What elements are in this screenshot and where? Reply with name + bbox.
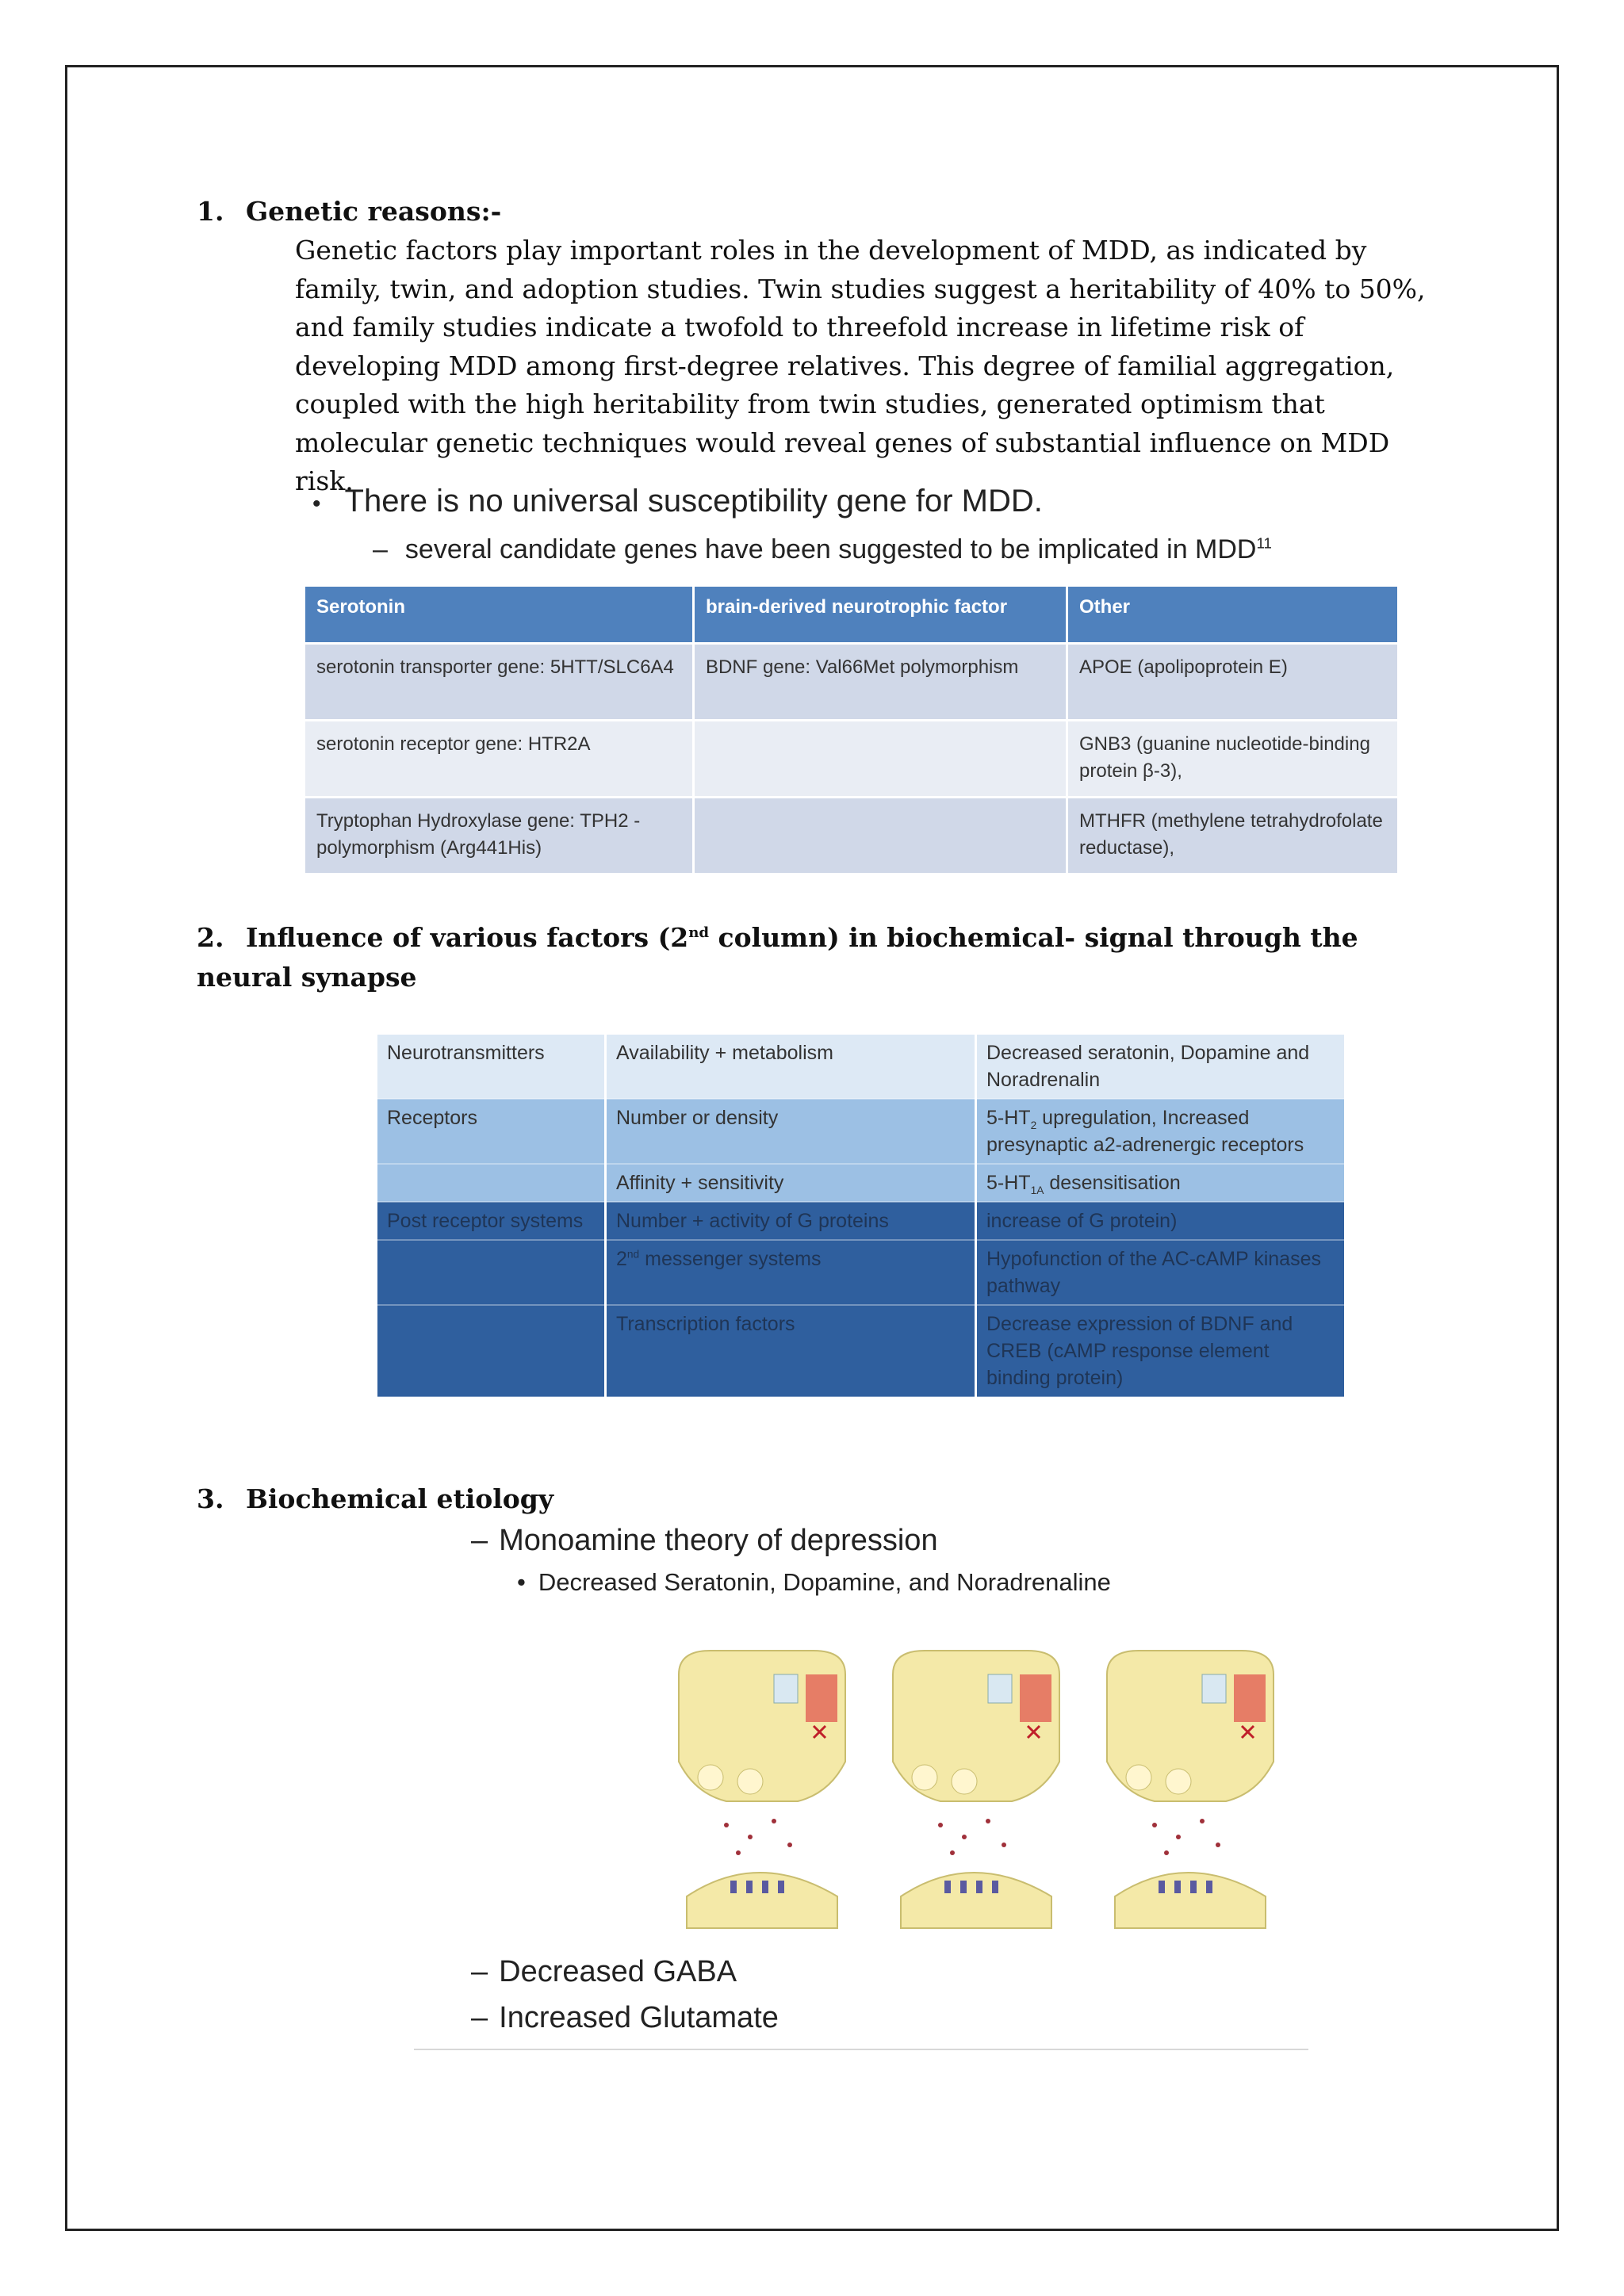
table-row	[377, 1164, 1346, 1202]
section-title-part: column) in biochemical- signal through the neural synapse	[197, 922, 1358, 993]
table-cell: Availability + metabolism	[606, 1035, 976, 1099]
section-title: Genetic reasons:-	[246, 196, 502, 227]
monoamine-synapse-diagram	[663, 1643, 1313, 1944]
table-cell	[377, 1164, 606, 1202]
bullet-dot-icon: •	[312, 491, 321, 517]
table-header-cell: Other	[1067, 587, 1399, 644]
sub-bullet-text: several candidate genes have been suggested to be implicated in MDD	[404, 534, 1257, 564]
table-cell	[694, 721, 1067, 798]
table-cell: Decrease expression of BDNF and CREB (cAMP response element binding protein)	[976, 1305, 1346, 1397]
table-cell	[976, 1099, 1346, 1164]
table-cell: Decreased seratonin, Dopamine and Noradrenalin	[976, 1035, 1346, 1099]
section-title: Biochemical etiology	[246, 1483, 554, 1514]
table-header-row	[305, 587, 1399, 644]
dash-icon: –	[471, 2001, 488, 2034]
table-cell: Receptors	[377, 1099, 606, 1164]
table-cell: Hypofunction of the AC-cAMP kinases pathway	[976, 1240, 1346, 1305]
dopamine-neuron-panel	[679, 1651, 845, 1928]
glutamate-line	[471, 2001, 779, 2035]
section-number: 3.	[197, 1483, 224, 1514]
section-title-part: Influence of various factors (2	[246, 922, 689, 953]
genetic-paragraph: Genetic factors play important roles in the development of MDD, as indicated by family, twin, and adoption studies. Twin studies suggest a heritability of 40% to 50%, and family studies indicate a twofold to threefold increase in lifetime risk of developing MDD among first-degree relatives. This degree of familial aggregation, coupled with the high heritability from twin studies, generated optimism that molecular genetic techniques would reveal genes of substantial influence on MDD risk.	[295, 235, 1426, 496]
section-2-heading	[197, 918, 1434, 997]
bullet-dot-icon: •	[517, 1568, 526, 1596]
cell-text: 5-HT	[986, 1172, 1031, 1194]
table-cell: Affinity + sensitivity	[606, 1164, 976, 1202]
theory-bullet-text: Decreased Seratonin, Dopamine, and Noradrenaline	[538, 1568, 1111, 1596]
section-number: 2.	[197, 922, 224, 953]
table-row	[305, 721, 1399, 798]
section-1-heading	[197, 192, 501, 232]
table-cell	[606, 1240, 976, 1305]
table-cell: GNB3 (guanine nucleotide-binding protein β-3),	[1067, 721, 1399, 798]
table-cell: serotonin receptor gene: HTR2A	[305, 721, 694, 798]
theory-bullet-line	[517, 1568, 1111, 1597]
section-title-sup: nd	[688, 924, 710, 941]
cell-text: 5-HT	[986, 1107, 1031, 1129]
table-cell	[694, 798, 1067, 874]
synapse-factors-table	[377, 1035, 1346, 1398]
section-3-heading	[197, 1479, 553, 1519]
candidate-genes-table	[305, 587, 1400, 873]
table-cell	[976, 1164, 1346, 1202]
sub-bullet-line	[373, 534, 1272, 565]
table-cell	[377, 1240, 606, 1305]
table-row	[377, 1202, 1346, 1240]
table-cell: Tryptophan Hydroxylase gene: TPH2 -polymorphism (Arg441His)	[305, 798, 694, 874]
gaba-text: Decreased GABA	[499, 1955, 737, 1988]
serotonin-neuron-panel	[1107, 1651, 1274, 1928]
dash-icon: –	[373, 534, 388, 564]
bullet-line	[312, 484, 1043, 519]
theory-line	[471, 1524, 938, 1558]
table-row	[377, 1035, 1346, 1099]
reference-number: 11	[1256, 534, 1272, 552]
table-cell: BDNF gene: Val66Met polymorphism	[694, 644, 1067, 721]
dash-icon: –	[471, 1524, 488, 1557]
section-number: 1.	[197, 196, 224, 227]
cell-text: upregulation, Increased presynaptic a2-adrenergic receptors	[986, 1107, 1304, 1156]
table-cell: Transcription factors	[606, 1305, 976, 1397]
table-row	[377, 1305, 1346, 1397]
table-row	[305, 798, 1399, 874]
table-row	[305, 644, 1399, 721]
table-cell: Number or density	[606, 1099, 976, 1164]
table-row	[377, 1240, 1346, 1305]
cell-text: messenger systems	[639, 1248, 822, 1270]
table-cell: Number + activity of G proteins	[606, 1202, 976, 1240]
table-cell: Neurotransmitters	[377, 1035, 606, 1099]
cell-text: 2	[616, 1248, 627, 1270]
dash-icon: –	[471, 1955, 488, 1988]
cell-subscript: 1A	[1030, 1184, 1044, 1196]
glutamate-text: Increased Glutamate	[499, 2001, 779, 2034]
cell-text: desensitisation	[1044, 1172, 1181, 1194]
table-cell	[377, 1305, 606, 1397]
table-row	[377, 1099, 1346, 1164]
noradrenaline-neuron-panel	[893, 1651, 1059, 1928]
gaba-line	[471, 1955, 737, 1989]
table-header-cell: brain-derived neurotrophic factor	[694, 587, 1067, 644]
theory-text: Monoamine theory of depression	[499, 1524, 938, 1557]
cell-subscript: 2	[1030, 1119, 1037, 1131]
table-cell: Post receptor systems	[377, 1202, 606, 1240]
divider	[414, 2049, 1308, 2050]
table-cell: MTHFR (methylene tetrahydrofolate reductase),	[1067, 798, 1399, 874]
table-cell: increase of G protein)	[976, 1202, 1346, 1240]
table-cell: APOE (apolipoprotein E)	[1067, 644, 1399, 721]
cell-superscript: nd	[626, 1248, 640, 1261]
table-cell: serotonin transporter gene: 5HTT/SLC6A4	[305, 644, 694, 721]
bullet-text: There is no universal susceptibility gene for MDD.	[344, 484, 1043, 519]
table-header-cell: Serotonin	[305, 587, 694, 644]
